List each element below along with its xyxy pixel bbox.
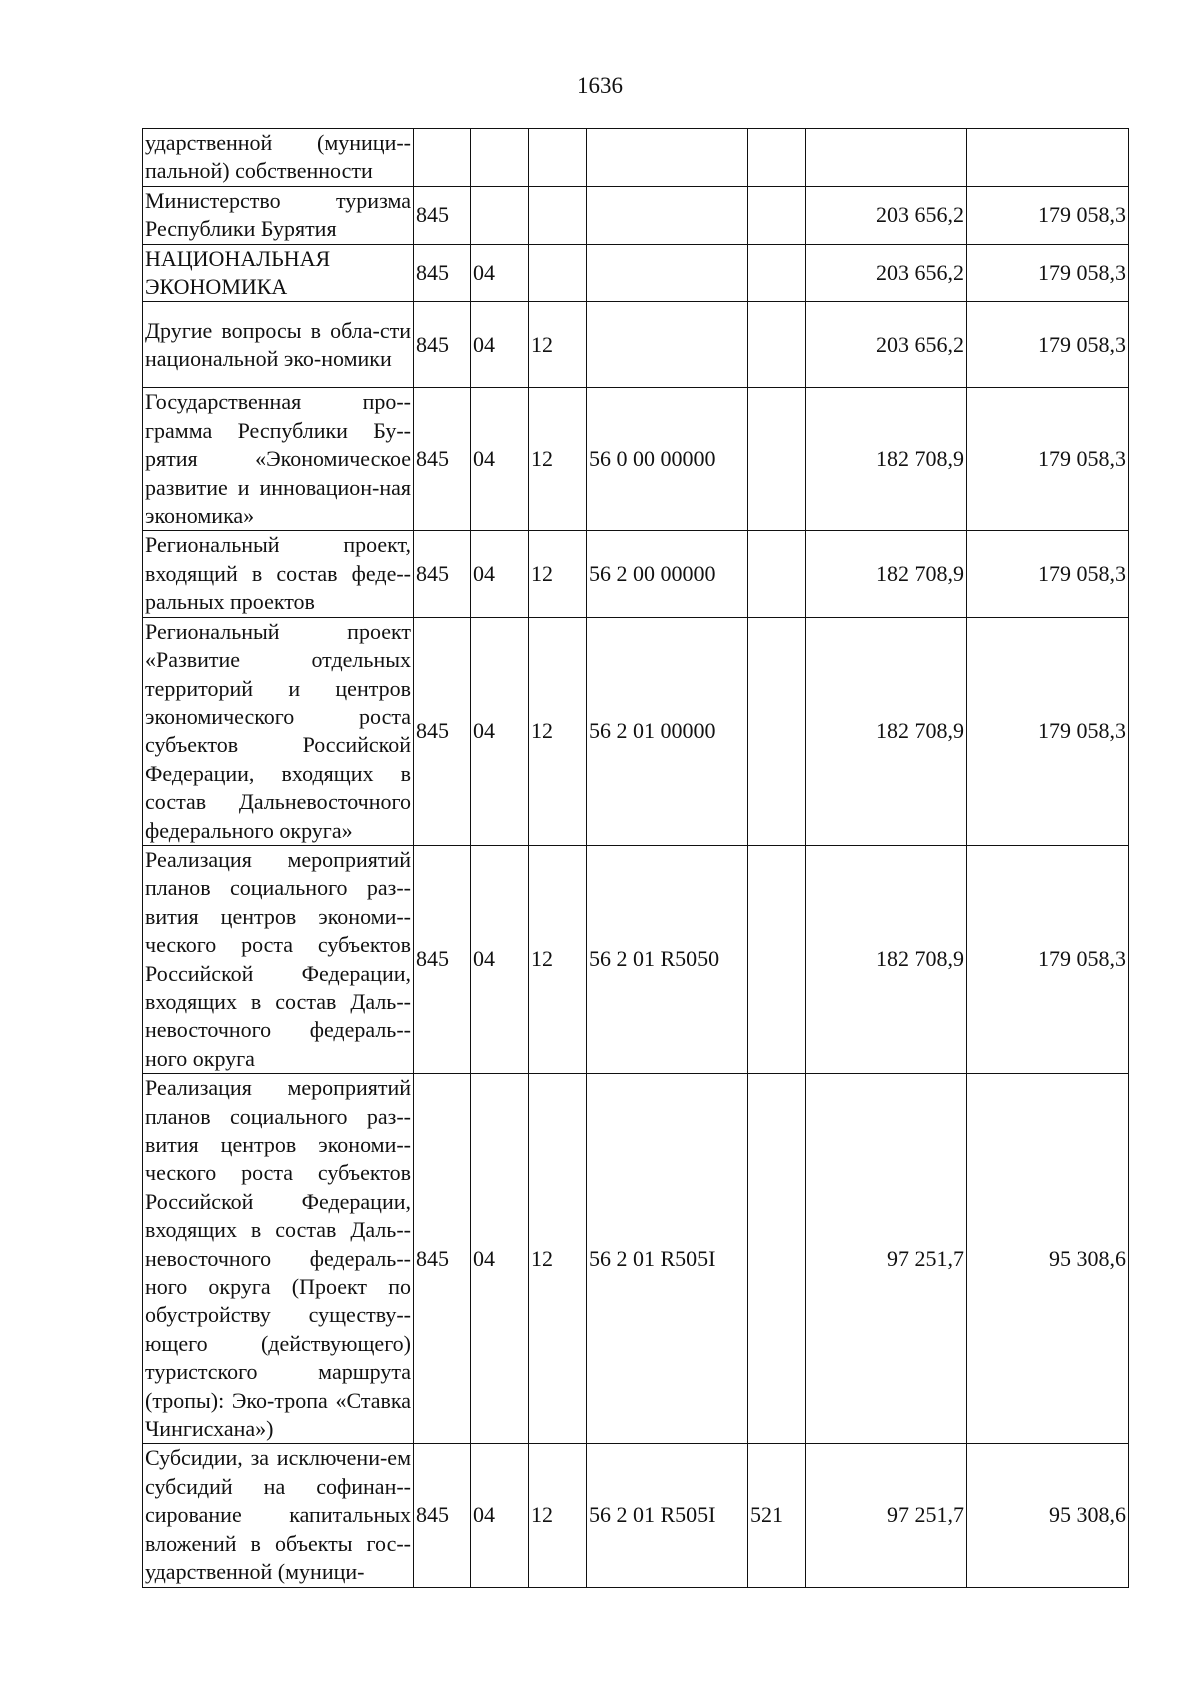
cell-vr: [748, 302, 806, 388]
cell-rz: 04: [471, 845, 529, 1073]
table-row: [143, 186, 1129, 244]
cell-ved: 845: [414, 845, 471, 1073]
cell-rz: 04: [471, 617, 529, 845]
cell-sum-1: 203 656,2: [806, 244, 967, 302]
cell-sum-1: 203 656,2: [806, 186, 967, 244]
cell-csr: [587, 186, 748, 244]
cell-sum-2: 179 058,3: [967, 531, 1129, 617]
cell-ved: 845: [414, 1074, 471, 1444]
cell-pr: 12: [529, 845, 587, 1073]
cell-pr: [529, 244, 587, 302]
cell-ved: 845: [414, 186, 471, 244]
cell-sum-1: 97 251,7: [806, 1444, 967, 1587]
cell-sum-2: 179 058,3: [967, 302, 1129, 388]
cell-sum-2: 179 058,3: [967, 388, 1129, 531]
table-row: [143, 845, 1129, 1073]
cell-sum-1: 182 708,9: [806, 531, 967, 617]
cell-sum-2: 179 058,3: [967, 186, 1129, 244]
cell-csr: 56 2 00 00000: [587, 531, 748, 617]
cell-vr: [748, 531, 806, 617]
table-row: [143, 531, 1129, 617]
cell-vr: 521: [748, 1444, 806, 1587]
cell-pr: 12: [529, 302, 587, 388]
cell-pr: [529, 129, 587, 187]
cell-name: Другие вопросы в обла-сти национальной эко-номики: [143, 302, 414, 388]
cell-vr: [748, 186, 806, 244]
cell-ved: 845: [414, 531, 471, 617]
cell-csr: [587, 244, 748, 302]
page-number: 1636: [577, 73, 623, 98]
cell-pr: 12: [529, 388, 587, 531]
cell-vr: [748, 244, 806, 302]
table-row: [143, 388, 1129, 531]
cell-vr: [748, 845, 806, 1073]
cell-ved: 845: [414, 302, 471, 388]
cell-ved: [414, 129, 471, 187]
cell-ved: 845: [414, 244, 471, 302]
cell-sum-2: 179 058,3: [967, 845, 1129, 1073]
cell-pr: 12: [529, 1074, 587, 1444]
cell-csr: 56 2 01 R5050: [587, 845, 748, 1073]
cell-name: Реализация мероприятий планов социального раз-вития центров экономи-ческого роста субъектов Российской Федерации, входящих в состав Даль-невосточного федераль-ного округа (Проект по обустройству существу-ющего (действующего) туристского маршрута (тропы): Эко-тропа «Ставка Чингисхана»): [143, 1074, 414, 1444]
cell-name: НАЦИОНАЛЬНАЯ ЭКОНОМИКА: [143, 244, 414, 302]
table-row: [143, 1444, 1129, 1587]
cell-sum-2: 179 058,3: [967, 244, 1129, 302]
table-body: [143, 129, 1129, 1588]
cell-rz: 04: [471, 388, 529, 531]
cell-name: Министерство туризма Республики Бурятия: [143, 186, 414, 244]
cell-pr: [529, 186, 587, 244]
cell-rz: 04: [471, 531, 529, 617]
table-row: [143, 302, 1129, 388]
cell-csr: 56 0 00 00000: [587, 388, 748, 531]
cell-name: Региональный проект «Развитие отдельных территорий и центров экономического роста субъектов Российской Федерации, входящих в состав Дальневосточного федерального округа»: [143, 617, 414, 845]
cell-csr: 56 2 01 00000: [587, 617, 748, 845]
cell-sum-1: 97 251,7: [806, 1074, 967, 1444]
cell-pr: 12: [529, 531, 587, 617]
cell-ved: 845: [414, 1444, 471, 1587]
cell-rz: 04: [471, 1074, 529, 1444]
cell-vr: [748, 388, 806, 531]
cell-sum-1: 182 708,9: [806, 388, 967, 531]
cell-csr: 56 2 01 R505I: [587, 1074, 748, 1444]
cell-sum-2: 179 058,3: [967, 617, 1129, 845]
cell-pr: 12: [529, 617, 587, 845]
cell-name: ударственной (муници-пальной) собственности: [143, 129, 414, 187]
cell-ved: 845: [414, 388, 471, 531]
cell-name: Государственная про-грамма Республики Бу-рятия «Экономическое развитие и инновацион-ная экономика»: [143, 388, 414, 531]
cell-pr: 12: [529, 1444, 587, 1587]
table-row: [143, 1074, 1129, 1444]
cell-sum-2: 95 308,6: [967, 1444, 1129, 1587]
cell-vr: [748, 129, 806, 187]
cell-csr: 56 2 01 R505I: [587, 1444, 748, 1587]
cell-vr: [748, 617, 806, 845]
cell-sum-2: [967, 129, 1129, 187]
table-row: [143, 244, 1129, 302]
cell-sum-1: 182 708,9: [806, 845, 967, 1073]
cell-rz: [471, 129, 529, 187]
cell-sum-1: 182 708,9: [806, 617, 967, 845]
cell-sum-2: 95 308,6: [967, 1074, 1129, 1444]
table-row: [143, 617, 1129, 845]
table-row: [143, 129, 1129, 187]
cell-ved: 845: [414, 617, 471, 845]
cell-rz: 04: [471, 302, 529, 388]
cell-csr: [587, 129, 748, 187]
budget-table: [142, 128, 1129, 1588]
cell-sum-1: 203 656,2: [806, 302, 967, 388]
cell-rz: 04: [471, 244, 529, 302]
cell-name: Реализация мероприятий планов социального раз-вития центров экономи-ческого роста субъектов Российской Федерации, входящих в состав Даль-невосточного федераль-ного округа: [143, 845, 414, 1073]
cell-csr: [587, 302, 748, 388]
cell-rz: 04: [471, 1444, 529, 1587]
cell-sum-1: [806, 129, 967, 187]
cell-vr: [748, 1074, 806, 1444]
cell-rz: [471, 186, 529, 244]
cell-name: Региональный проект, входящий в состав феде-ральных проектов: [143, 531, 414, 617]
cell-name: Субсидии, за исключени-ем субсидий на софинан-сирование капитальных вложений в объекты гос-ударственной (муници-: [143, 1444, 414, 1587]
